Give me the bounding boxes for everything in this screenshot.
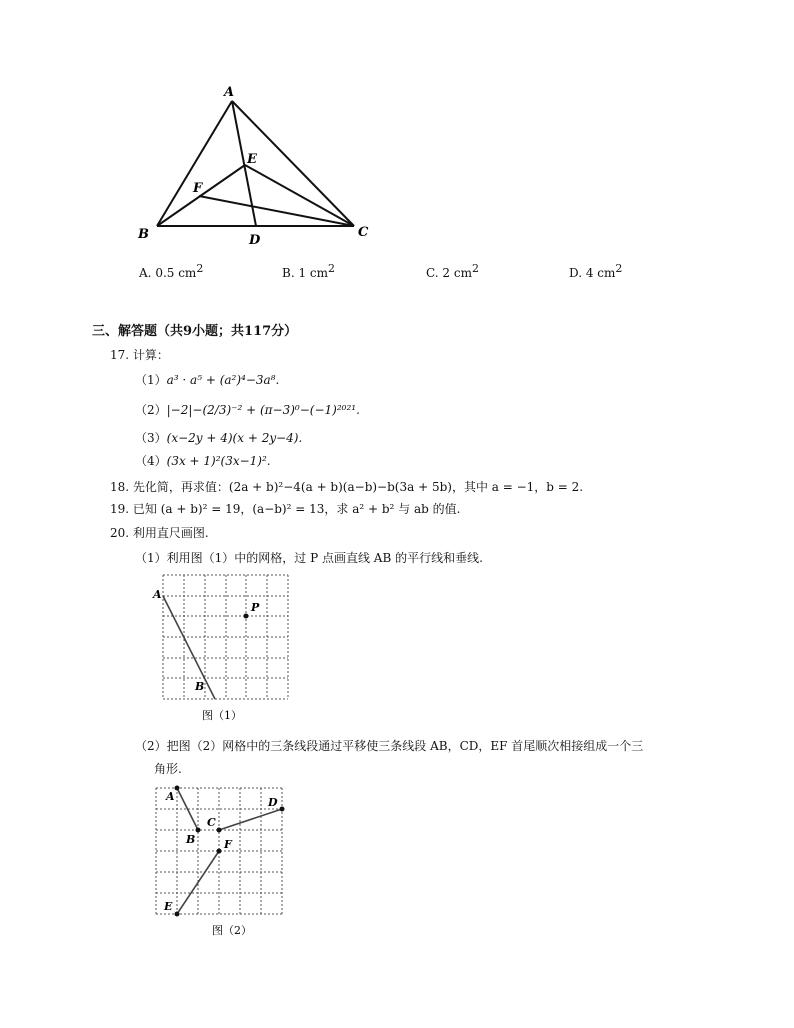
point-label-f: F	[193, 181, 203, 196]
fig2-point-d	[280, 807, 285, 812]
q20-part1: （1）利用图（1）中的网格，过 P 点画直线 AB 的平行线和垂线.	[135, 551, 483, 565]
q17-title: 17. 计算：	[110, 348, 169, 362]
q19-text: 19. 已知 (a + b)² = 19，(a−b)² = 13，求 a² + b² 与 ab 的值.	[110, 502, 461, 516]
fig1-caption: 图（1）	[202, 709, 242, 722]
q17-item-1-expr: a³ · a⁵ + (a²)⁴−3a⁸.	[166, 373, 280, 387]
q17-item-4-num: （4）	[135, 454, 167, 468]
segment-fc	[199, 196, 354, 226]
section-title: 三、解答题（共9小题；共117分）	[92, 324, 298, 339]
choice-c[interactable]	[426, 262, 479, 280]
choice-c-letter: C.	[426, 266, 439, 280]
fig2-label-b: B	[186, 833, 196, 846]
choice-b-value: 1 cm	[298, 266, 329, 280]
fig2-label-d: D	[268, 796, 278, 809]
q20-title: 20. 利用直尺画图.	[110, 526, 209, 540]
q17-item-2-expr: |−2|−(2/3)⁻² + (π−3)⁰−(−1)²⁰²¹.	[166, 403, 360, 417]
q17-item-2-num: （2）	[135, 403, 167, 417]
point-label-b: B	[138, 227, 149, 242]
fig1-label-p: P	[251, 601, 260, 614]
q17-item-1	[135, 371, 279, 388]
fig2-caption: 图（2）	[212, 924, 252, 937]
q20-part2-line2: 角形.	[154, 762, 182, 776]
q17-item-3-expr: (x−2y + 4)(x + 2y−4).	[166, 431, 303, 445]
choice-d-value: 4 cm	[585, 266, 616, 280]
fig2-point-c	[217, 828, 222, 833]
q20-part2-line1: （2）把图（2）网格中的三条线段通过平移使三条线段 AB，CD，EF 首尾顺次相接组成一个三	[135, 739, 644, 753]
segment-ec	[245, 165, 354, 226]
q17-item-1-num: （1）	[135, 373, 167, 387]
q17-item-4	[135, 452, 271, 469]
choice-c-sup: 2	[471, 262, 479, 275]
fig1-label-a: A	[153, 588, 162, 601]
choice-a-sup: 2	[196, 262, 204, 275]
fig2-label-e: E	[164, 900, 173, 913]
q17-item-2	[135, 401, 360, 418]
point-label-a: A	[224, 85, 235, 100]
fig2-label-c: C	[207, 816, 216, 829]
choice-a[interactable]	[139, 262, 203, 280]
segment-ab	[157, 101, 232, 226]
fig1-point-p	[244, 614, 249, 619]
fig2-segment-cd	[219, 809, 282, 830]
grid-figure-2	[150, 782, 300, 942]
fig2-point-b	[196, 828, 201, 833]
choice-d-letter: D.	[569, 266, 583, 280]
choice-c-value: 2 cm	[442, 266, 472, 280]
choice-d-sup: 2	[615, 262, 623, 275]
choice-a-letter: A.	[139, 266, 152, 280]
fig1-segment-ab	[163, 596, 215, 699]
fig2-label-f: F	[224, 838, 232, 851]
fig2-label-a: A	[166, 790, 175, 803]
choice-a-value: 0.5 cm	[155, 266, 197, 280]
fig2-point-e	[175, 912, 180, 917]
choice-b[interactable]	[282, 262, 335, 280]
choice-b-letter: B.	[282, 266, 295, 280]
fig2-point-a	[175, 786, 180, 791]
choice-d[interactable]	[569, 262, 622, 280]
triangle-figure	[0, 0, 794, 260]
choice-b-sup: 2	[328, 262, 336, 275]
q17-item-3	[135, 429, 302, 446]
point-label-e: E	[247, 152, 257, 167]
q18-text: 18. 先化简，再求值：(2a + b)²−4(a + b)(a−b)−b(3a + 5b)，其中 a = −1，b = 2.	[110, 480, 584, 494]
point-label-d: D	[249, 233, 261, 248]
point-label-c: C	[358, 225, 369, 240]
q17-item-3-num: （3）	[135, 431, 167, 445]
q17-item-4-expr: (3x + 1)²(3x−1)².	[166, 454, 271, 468]
grid-figure-1	[150, 568, 300, 728]
fig1-label-b: B	[195, 680, 205, 693]
fig2-point-f	[217, 849, 222, 854]
